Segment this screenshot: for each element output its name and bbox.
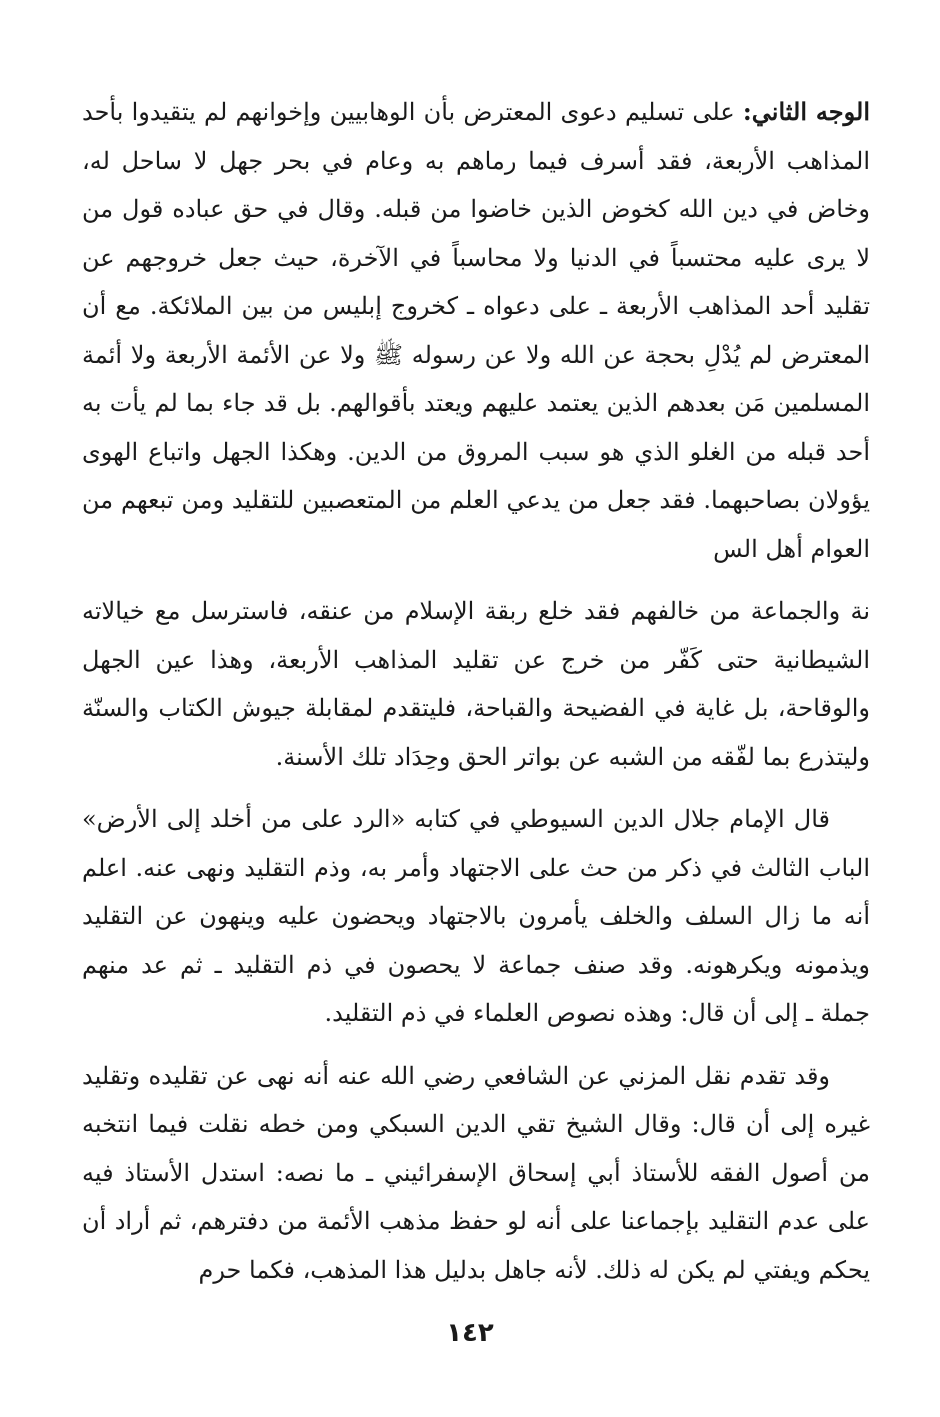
paragraph-1 [82,88,870,573]
section-heading: الوجه الثاني: [742,97,871,126]
paragraph-1-text: على تسليم دعوى المعترض بأن الوهابيين وإخوانهم لم يتقيدوا بأحد المذاهب الأربعة، فقد أسرف فيما رماهم به وعام في بحر جهل لا ساحل له، وخاض في دين الله كخوض الذين خاضوا من قبله. وقال في حق عباده قول من لا يرى عليه محتسباً في الدنيا ولا محاسباً في الآخرة، حيث جعل خروجهم عن تقليد أحد المذاهب الأربعة ـ على دعواه ـ كخروج إبليس من بين الملائكة. مع أن المعترض لم يُدْلِ بحجة عن الله ولا عن رسوله ﷺ ولا عن الأئمة الأربعة ولا أئمة المسلمين مَن بعدهم الذين يعتمد عليهم ويعتد بأقوالهم. بل قد جاء بما لم يأت به أحد قبله من الغلو الذي هو سبب المروق من الدين. وهكذا الجهل واتباع الهوى يؤولان بصاحبهما. فقد جعل من يدعي العلم من المتعصبين للتقليد ومن تبعهم من العوام أهل الس [82,98,871,563]
document-page [82,88,870,1294]
paragraph-2: نة والجماعة من خالفهم فقد خلع ربقة الإسلام من عنقه، فاسترسل مع خيالاته الشيطانية حتى كَفّر من خرج عن تقليد المذاهب الأربعة، وهذا عين الجهل والوقاحة، بل غاية في الفضيحة والقباحة، فليتقدم لمقابلة جيوش الكتاب والسنّة وليتذرع بما لفّقه من الشبه عن بواتر الحق وحِدَاد تلك الأسنة. [82,597,870,771]
paragraph-3: قال الإمام جلال الدين السيوطي في كتابه «الرد على من أخلد إلى الأرض» الباب الثالث في ذكر من حث على الاجتهاد وأمر به، وذم التقليد ونهى عنه. اعلم أنه ما زال السلف والخلف يأمرون بالاجتهاد ويحضون عليه وينهون عن التقليد ويذمونه ويكرهونه. وقد صنف جماعة لا يحصون في ذم التقليد ـ ثم عد منهم جملة ـ إلى أن قال: وهذه نصوص العلماء في ذم التقليد. [82,805,870,1027]
paragraph-4: وقد تقدم نقل المزني عن الشافعي رضي الله عنه أنه نهى عن تقليده وتقليد غيره إلى أن قال: وقال الشيخ تقي الدين السبكي ومن خطه نقلت فيما انتخبه من أصول الفقه للأستاذ أبي إسحاق الإسفرائيني ـ ما نصه: استدل الأستاذ فيه على عدم التقليد بإجماعنا على أنه لو حفظ مذهب الأئمة من دفترهم، ثم أراد أن يحكم ويفتي لم يكن له ذلك. لأنه جاهل بدليل هذا المذهب، فكما حرم [82,1061,870,1284]
page-number: ١٤٢ [446,1318,494,1348]
